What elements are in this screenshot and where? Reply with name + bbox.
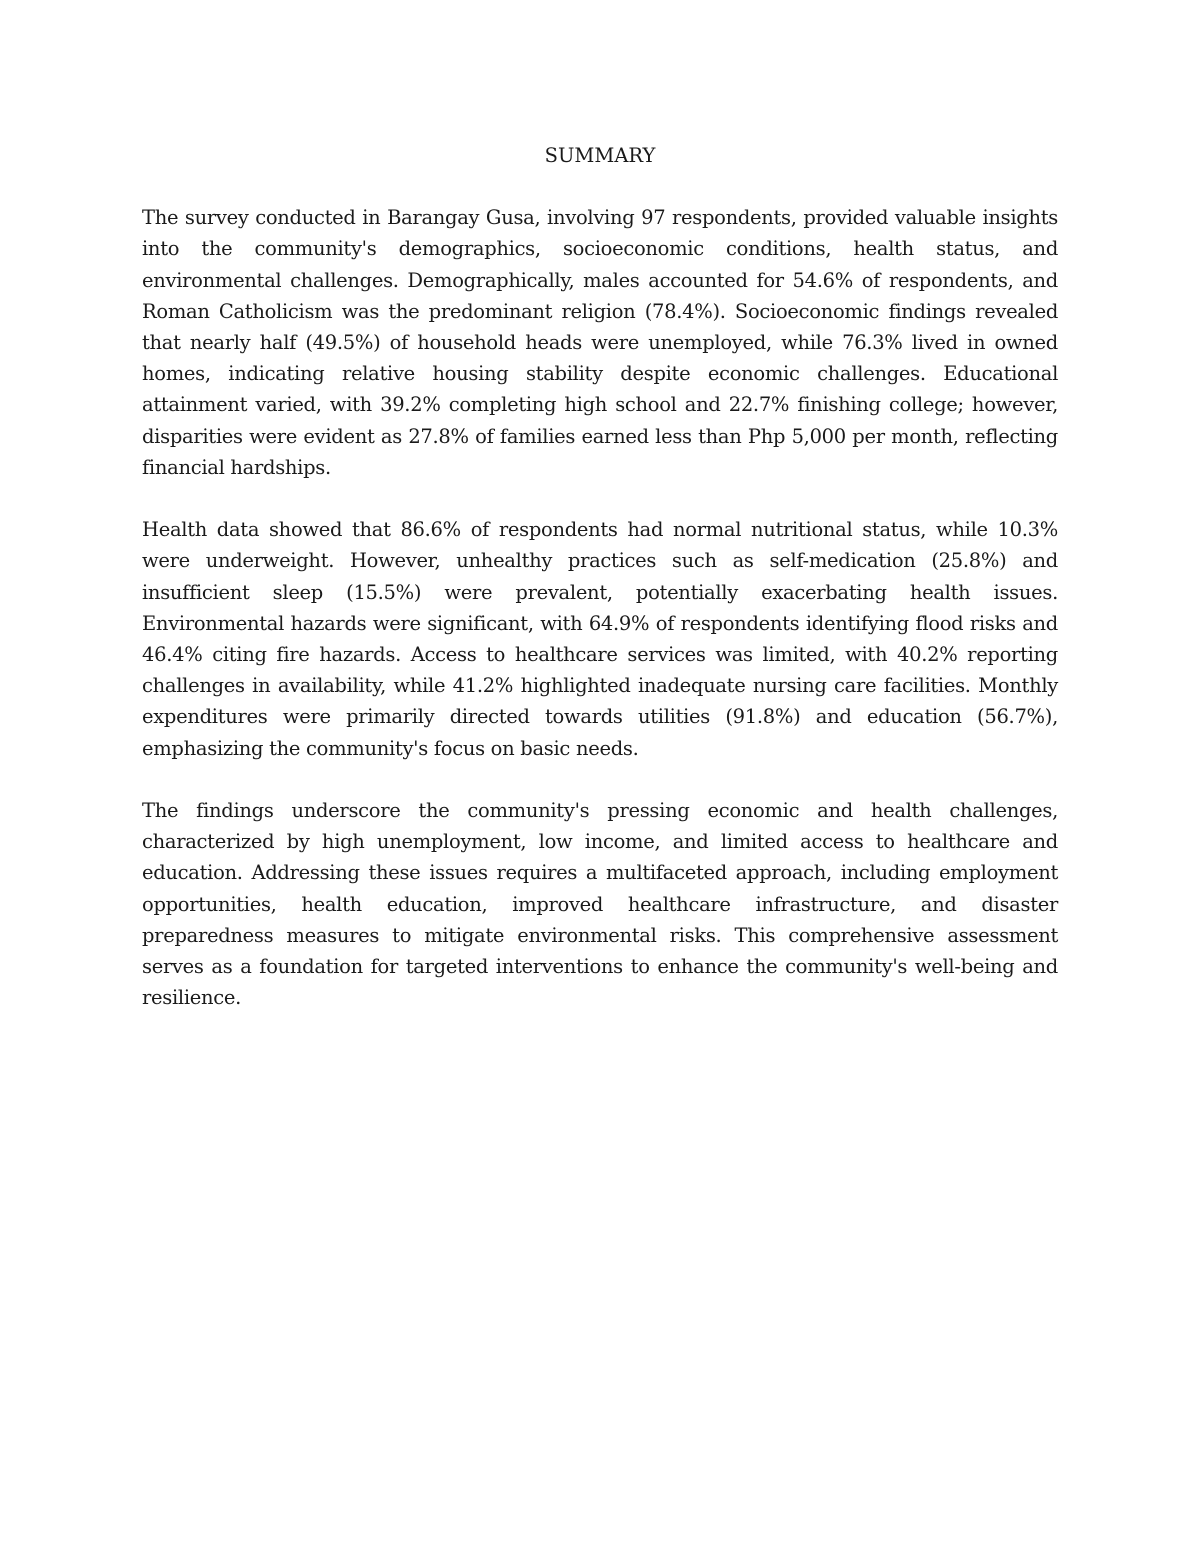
paragraph-demographics: The survey conducted in Barangay Gusa, involving 97 respondents, provided valuable insights into the community's demographics, socioeconomic conditions, health status, and environmental challenges. Demographically, males accounted for 54.6% of respondents, and Roman Catholicism was the predominant religion (78.4%). Socioeconomic findings revealed that nearly half (49.5%) of household heads were unemployed, while 76.3% lived in owned homes, indicating relative housing stability despite economic challenges. Educational attainment varied, with 39.2% completing high school and 22.7% finishing college; however, disparities were evident as 27.8% of families earned less than Php 5,000 per month, reflecting financial hardships. [142, 206, 1058, 479]
page-title: SUMMARY [544, 144, 656, 167]
paragraph-findings: The findings underscore the community's pressing economic and health challenges, characterized by high unemployment, low income, and limited access to healthcare and education. Addressing these issues requires a multifaceted approach, including employment opportunities, health education, improved healthcare infrastructure, and disaster preparedness measures to mitigate environmental risks. This comprehensive assessment serves as a foundation for targeted interventions to enhance the community's well-being and resilience. [142, 799, 1058, 1010]
document-body [142, 140, 1058, 1045]
paragraph-health: Health data showed that 86.6% of respondents had normal nutritional status, while 10.3% were underweight. However, unhealthy practices such as self-medication (25.8%) and insufficient sleep (15.5%) were prevalent, potentially exacerbating health issues. Environmental hazards were significant, with 64.9% of respondents identifying flood risks and 46.4% citing fire hazards. Access to healthcare services was limited, with 40.2% reporting challenges in availability, while 41.2% highlighted inadequate nursing care facilities. Monthly expenditures were primarily directed towards utilities (91.8%) and education (56.7%), emphasizing the community's focus on basic needs. [142, 518, 1058, 760]
